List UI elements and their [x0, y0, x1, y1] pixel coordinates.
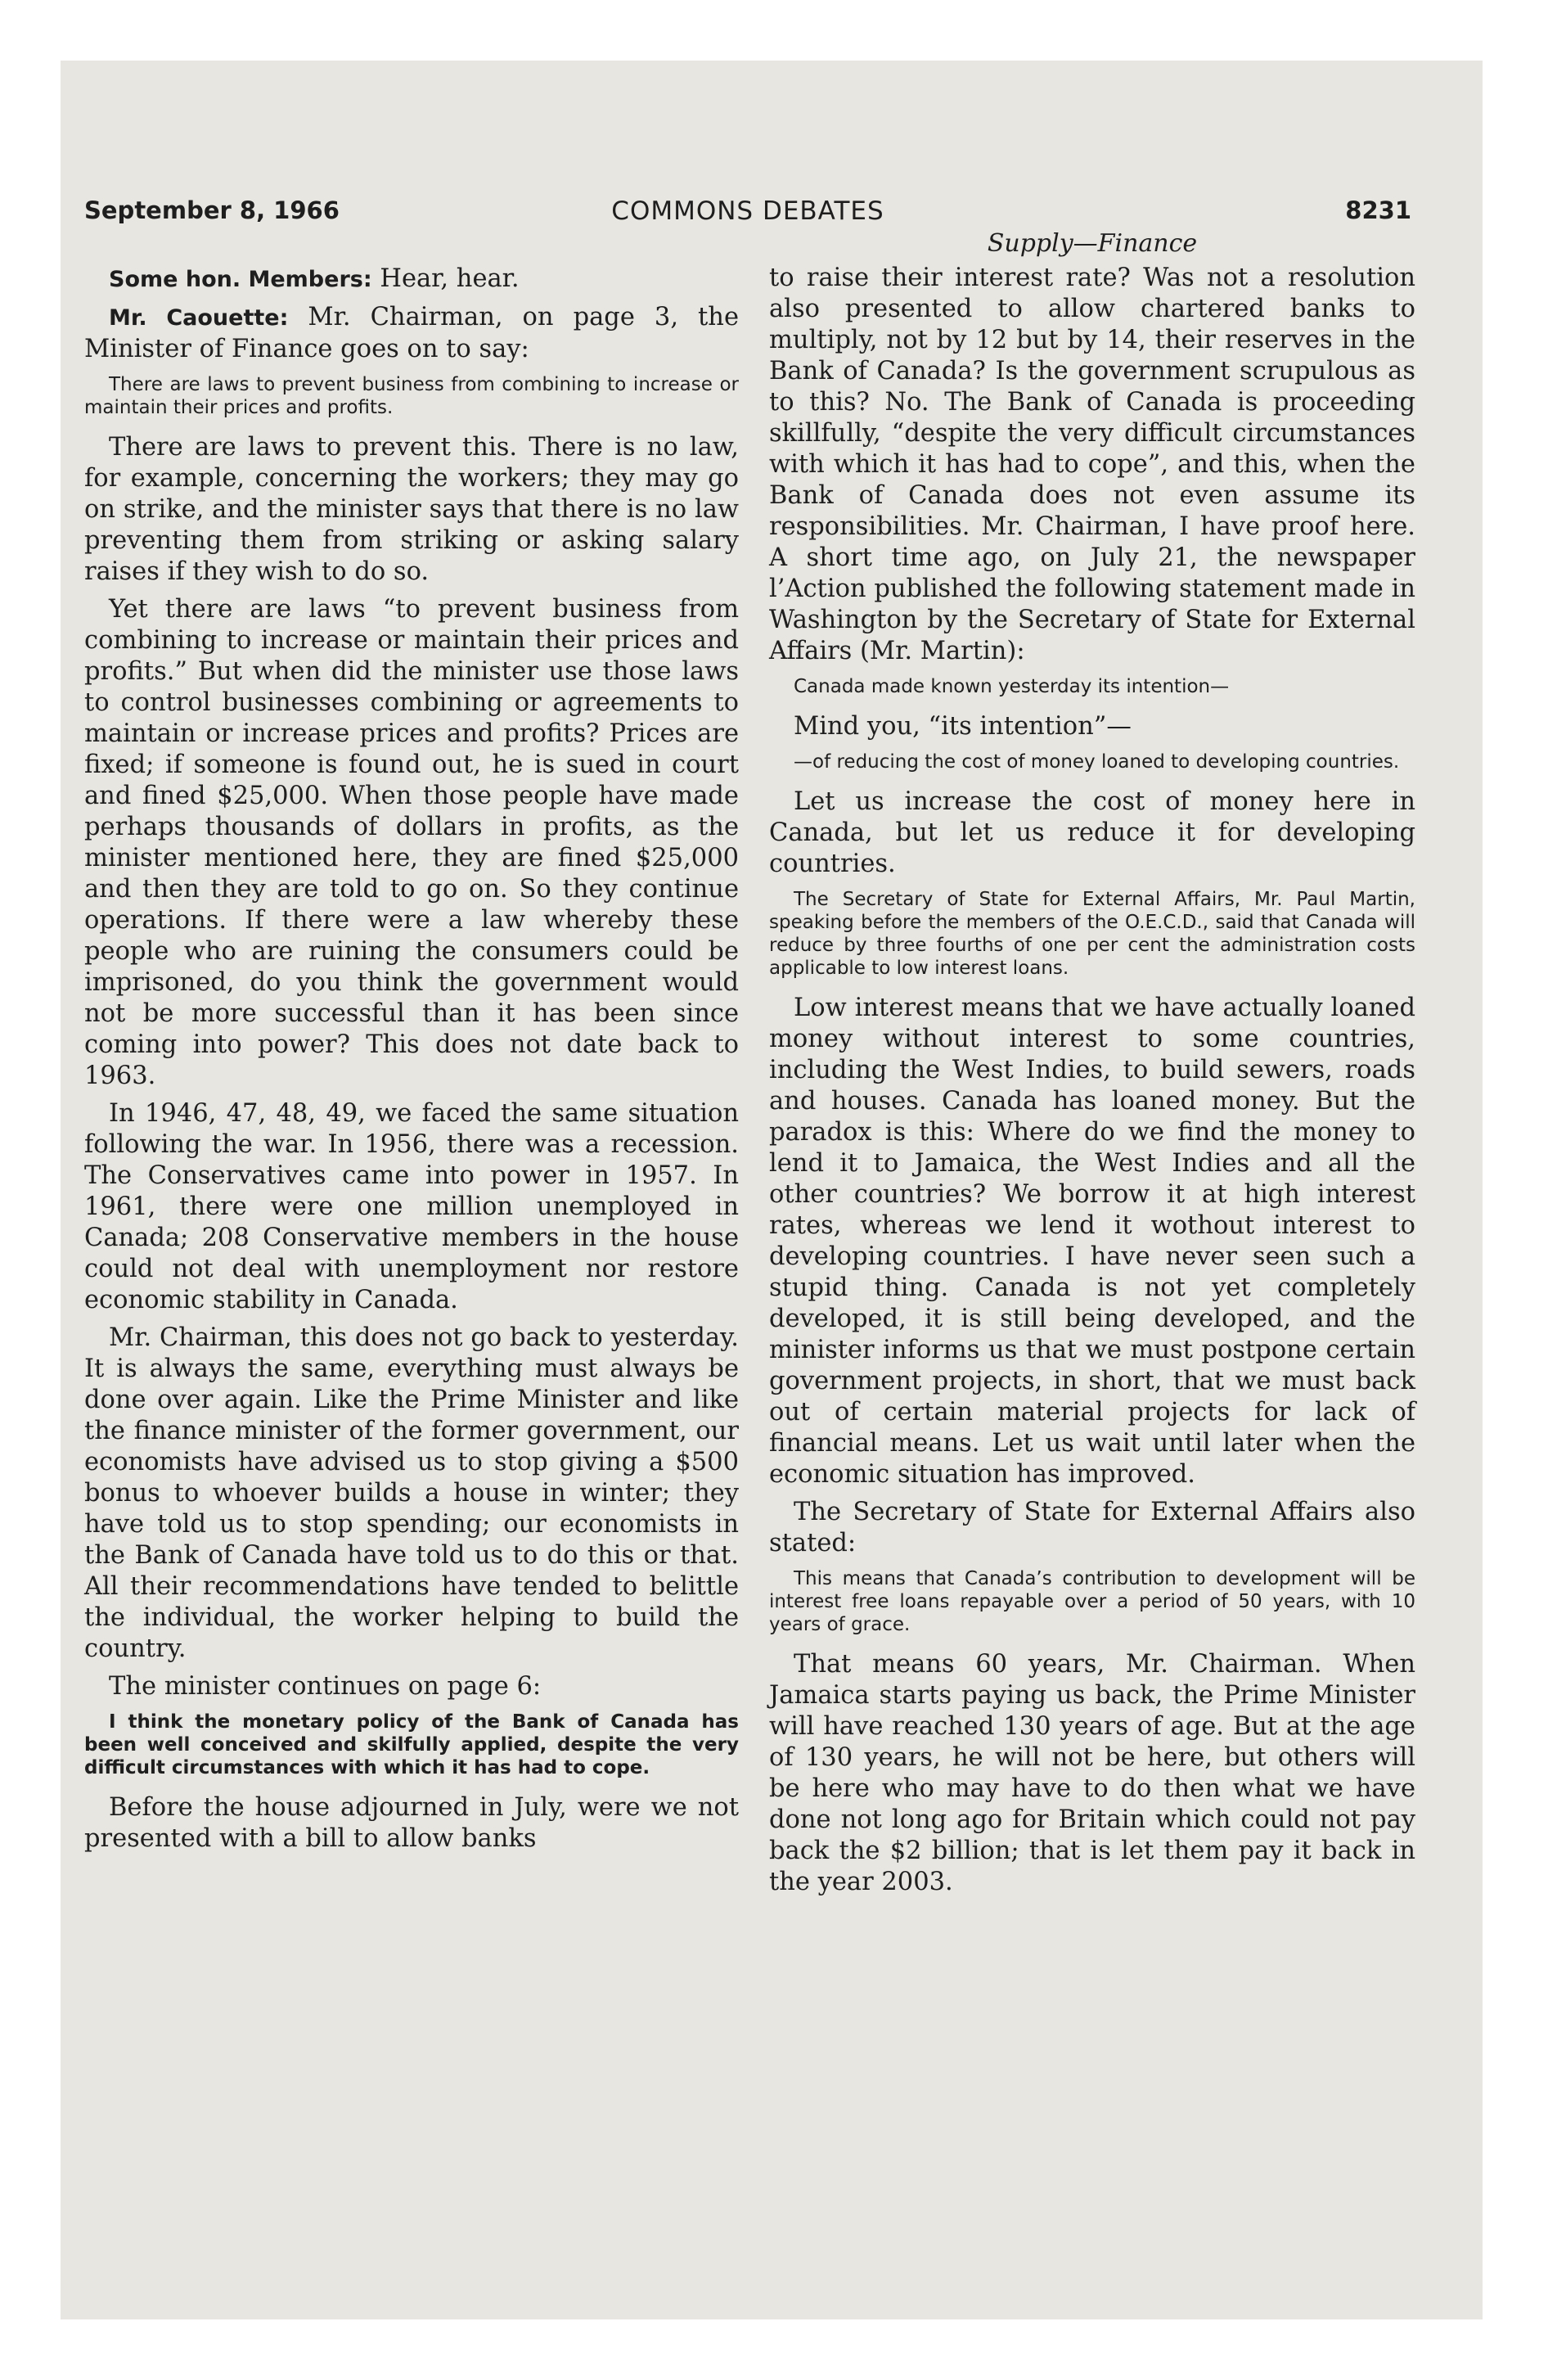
left-column: [84, 264, 739, 1855]
speech-text: Mr. Chairman, on page 3, the Minister of Finance goes on to say:: [84, 303, 739, 363]
paragraph: Low interest means that we have actually loaned money without interest to some countries, including the West Indies, to build sewers, roads and houses. Canada has loaned money. But the paradox is this: Where do we find the money to lend it to Jamaica, the West Indies and all the other countries? We borrow it at high interest rates, whereas we lend it wothout interest to developing countries. I have never seen such a stupid thing. Canada is not yet completely developed, it is still being developed, and the minister informs us that we must postpone certain government projects, in short, that we must back out of certain material projects for lack of financial means. Let us wait until later when the economic situation has improved.: [769, 994, 1415, 1489]
paragraph: Mr. Chairman, this does not go back to yesterday. It is always the same, everything must always be done over again. Like the Prime Minister and like the finance minister of the former government, our economists have advised us to stop giving a $500 bonus to whoever builds a house in winter; they have told us to stop spending; our economists in the Bank of Canada have told us to do this or that. All their recommendations have tended to belittle the individual, the worker helping to build the country.: [84, 1323, 739, 1663]
paragraph: Let us increase the cost of money here in Canada, but let us reduce it for developing countries.: [769, 787, 1415, 878]
speaker-label: Mr. Caouette:: [109, 305, 289, 331]
header-date: September 8, 1966: [84, 196, 340, 224]
running-head: Supply—Finance: [987, 229, 1198, 258]
quotation: The Secretary of State for External Affairs, Mr. Paul Martin, speaking before the members of the O.E.C.D., said that Canada will reduce by three fourths of one per cent the administration costs applicable to low interest loans.: [769, 889, 1415, 979]
paragraph: [84, 264, 739, 295]
paragraph: Before the house adjourned in July, were we not presented with a bill to allow banks: [84, 1793, 739, 1853]
quotation: Canada made known yesterday its intention—: [794, 676, 1230, 697]
paragraph: to raise their interest rate? Was not a resolution also presented to allow chartered banks to multiply, not by 12 but by 14, their reserves in the Bank of Canada? Is the government scrupulous as to this? No. The Bank of Canada is proceeding skillfully, “despite the very difficult circumstances with which it has had to cope”, and this, when the Bank of Canada does not even assume its responsibilities. Mr. Chairman, I have proof here. A short time ago, on July 21, the newspaper l’Action published the following statement made in Washington by the Secretary of State for External Affairs (Mr. Martin):: [769, 264, 1415, 665]
header-page-number: 8231: [1345, 196, 1411, 224]
quotation: This means that Canada’s contribution to development will be interest free loans repayable over a period of 50 years, with 10 years of grace.: [769, 1568, 1415, 1635]
quotation: I think the monetary policy of the Bank of Canada has been well conceived and skilfully applied, despite the very difficult circumstances with which it has had to cope.: [84, 1711, 739, 1778]
quotation: There are laws to prevent business from combining to increase or maintain their prices and profits.: [84, 374, 739, 418]
paragraph: [84, 302, 739, 365]
right-column: [769, 229, 1415, 1898]
paragraph: There are laws to prevent this. There is no law, for example, concerning the workers; they may go on strike, and the minister says that there is no law preventing them from striking or asking salary raises if they wish to do so.: [84, 433, 739, 586]
paragraph: That means 60 years, Mr. Chairman. When Jamaica starts paying us back, the Prime Minister will have reached 130 years of age. But at the age of 130 years, he will not be here, but others will be here who may have to do then what we have done not long ago for Britain which could not pay back the $2 billion; that is let them pay it back in the year 2003.: [769, 1650, 1415, 1896]
paragraph: Yet there are laws “to prevent business from combining to increase or maintain their prices and profits.” But when did the minister use those laws to control businesses combining or agreements to maintain or increase prices and profits? Prices are fixed; if someone is found out, he is sued in court and fined $25,000. When those people have made perhaps thousands of dollars in profits, as the minister mentioned here, they are fined $25,000 and then they are told to go on. So they continue operations. If there were a law whereby these people who are ruining the consumers could be imprisoned, do you think the government would not be more successful than it has been since coming into power? This does not date back to 1963.: [84, 595, 739, 1090]
speech-text: Hear, hear.: [380, 264, 520, 293]
quotation: —of reducing the cost of money loaned to developing countries.: [794, 751, 1400, 773]
speaker-label: Some hon. Members:: [109, 267, 372, 292]
paragraph: Mind you, “its intention”—: [794, 712, 1132, 741]
header-title: COMMONS DEBATES: [611, 196, 884, 226]
paragraph: The minister continues on page 6:: [109, 1672, 542, 1701]
paragraph: In 1946, 47, 48, 49, we faced the same situation following the war. In 1956, there was a recession. The Conservatives came into power in 1957. In 1961, there were one million unemployed in Canada; 208 Conservative members in the house could not deal with unemployment nor restore economic stability in Canada.: [84, 1099, 739, 1314]
paragraph: The Secretary of State for External Affairs also stated:: [769, 1498, 1415, 1557]
